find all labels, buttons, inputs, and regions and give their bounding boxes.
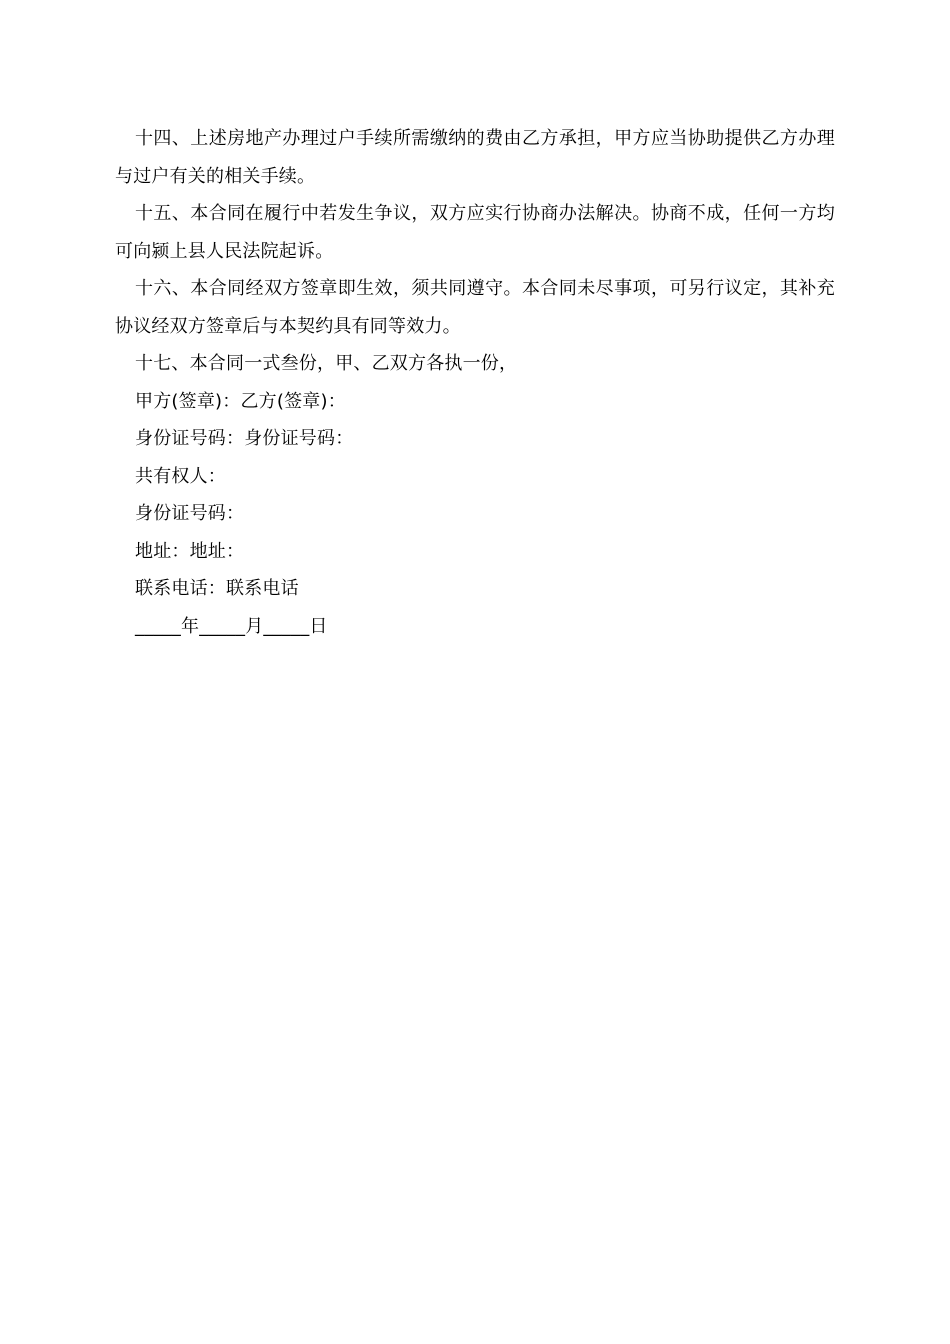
address-line: 地址：地址： [135,540,245,562]
signature-parties: 甲方(签章)：乙方(签章)： [135,390,346,412]
clause-16: 十六、本合同经双方签章即生效，须共同遵守。本合同未尽事项，可另行议定，其补充协议经双方签章后与本契约具有同等效力。 [115,278,835,337]
date-line: _____年_____月_____日 [135,615,328,637]
co-owner-id-line: 身份证号码： [135,503,245,524]
clause-17: 十七、本合同一式叁份，甲、乙双方各执一份， [135,353,518,374]
contract-body [115,120,835,645]
phone-line: 联系电话：联系电话 [135,578,299,599]
id-number-line: 身份证号码：身份证号码： [135,428,354,449]
clause-15: 十五、本合同在履行中若发生争议，双方应实行协商办法解决。协商不成，任何一方均可向颍上县人民法院起诉。 [115,203,835,262]
co-owner-line: 共有权人： [135,465,226,487]
clause-14: 十四、上述房地产办理过户手续所需缴纳的费由乙方承担，甲方应当协助提供乙方办理与过户有关的相关手续。 [115,128,835,187]
